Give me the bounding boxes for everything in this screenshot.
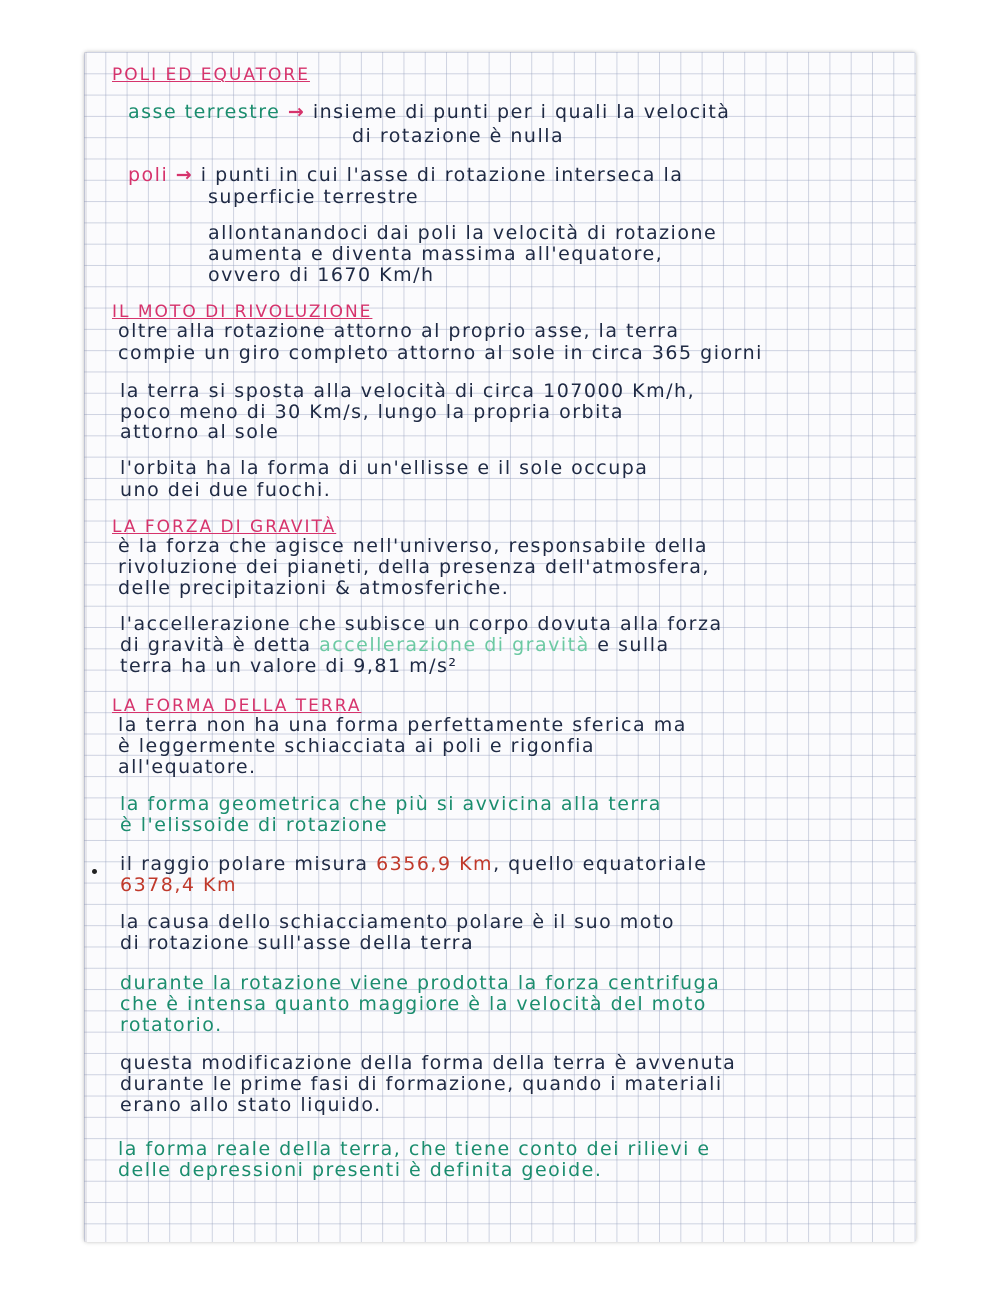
poli-label: poli: [128, 164, 169, 186]
gravita-p1-line-2: rivoluzione dei pianeti, della presenza dell'atmosfera,: [118, 556, 710, 578]
gravita-p1-line-1: è la forza che agisce nell'universo, responsabile della: [118, 535, 709, 557]
forma-p6-line-3: erano allo stato liquido.: [120, 1094, 382, 1116]
velocita-line-3: ovvero di 1670 Km/h: [208, 264, 435, 286]
gravita-p2-line-1: l'accellerazione che subisce un corpo dovuta alla forza: [120, 613, 723, 635]
velocita-line-1: allontanandoci dai poli la velocità di rotazione: [208, 222, 718, 244]
forma-p1-line-2: è leggermente schiacciata ai poli e rigonfia: [118, 735, 596, 757]
forma-p6-line-2: durante le prime fasi di formazione, quando i materiali: [120, 1073, 723, 1095]
asse-definition: insieme di punti per i quali la velocità: [312, 101, 731, 123]
section-title-gravita: LA FORZA DI GRAVITÀ: [112, 517, 337, 537]
section-title-poli: POLI ED EQUATORE: [112, 65, 310, 85]
asse-label: asse terrestre: [128, 101, 281, 123]
forma-p4-line-1: la causa dello schiacciamento polare è il suo moto: [120, 911, 675, 933]
forma-p5-line-2: che è intensa quanto maggiore è la velocità del moto: [120, 993, 707, 1015]
section-title-forma: LA FORMA DELLA TERRA: [112, 696, 362, 716]
rivoluzione-p1-line-2: compie un giro completo attorno al sole in circa 365 giorni: [118, 342, 763, 364]
raggio-equatoriale-text: , quello equatoriale: [493, 853, 708, 875]
forma-p6-line-1: questa modificazione della forma della terra è avvenuta: [120, 1052, 737, 1074]
forma-p1-line-1: la terra non ha una forma perfettamente sferica ma: [118, 714, 687, 736]
gravita-p2-text-end: e sulla: [597, 634, 670, 656]
gravita-p2-text: di gravità è detta: [120, 634, 312, 656]
gravita-p2-line-3: terra ha un valore di 9,81 m/s²: [120, 655, 458, 677]
poli-definition: i punti in cui l'asse di rotazione interseca la: [200, 164, 684, 186]
bullet-dot-icon: [92, 869, 97, 874]
rivoluzione-p3-line-1: l'orbita ha la forma di un'ellisse e il sole occupa: [120, 457, 649, 479]
rivoluzione-p2-line-3: attorno al sole: [120, 421, 280, 443]
poli-definition-cont: superficie terrestre: [208, 186, 420, 208]
rivoluzione-p3-line-2: uno dei due fuochi.: [120, 479, 332, 501]
forma-p3-line-1: [120, 853, 707, 875]
forma-p2-line-2: è l'elissoide di rotazione: [120, 814, 389, 836]
arrow-right-icon: →: [175, 164, 194, 186]
asse-definition-cont: di rotazione è nulla: [352, 125, 565, 147]
forma-p5-line-3: rotatorio.: [120, 1014, 223, 1036]
rivoluzione-p2-line-1: la terra si sposta alla velocità di circa 107000 Km/h,: [120, 380, 696, 402]
gravita-p2-line-2: [120, 634, 670, 656]
forma-p1-line-3: all'equatore.: [118, 756, 257, 778]
raggio-polare-value: 6356,9 Km: [376, 853, 494, 875]
arrow-right-icon: →: [287, 101, 306, 123]
raggio-equatoriale-value: 6378,4 Km: [120, 874, 237, 896]
asse-line: [128, 101, 730, 123]
raggio-polare-text: il raggio polare misura: [120, 853, 369, 875]
forma-p7-line-2: delle depressioni presenti è definita geoide.: [118, 1159, 603, 1181]
accellerazione-di-gravita-highlight: accellerazione di gravità: [319, 634, 590, 656]
rivoluzione-p2-line-2: poco meno di 30 Km/s, lungo la propria orbita: [120, 401, 624, 423]
poli-line: [128, 164, 683, 186]
rivoluzione-p1-line-1: oltre alla rotazione attorno al proprio asse, la terra: [118, 320, 680, 342]
section-title-rivoluzione: IL MOTO DI RIVOLUZIONE: [112, 302, 373, 322]
forma-p2-line-1: la forma geometrica che più si avvicina alla terra: [120, 793, 662, 815]
forma-p5-line-1: durante la rotazione viene prodotta la forza centrifuga: [120, 972, 721, 994]
forma-p7-line-1: la forma reale della terra, che tiene conto dei rilievi e: [118, 1138, 711, 1160]
gravita-p1-line-3: delle precipitazioni & atmosferiche.: [118, 577, 510, 599]
velocita-line-2: aumenta e diventa massima all'equatore,: [208, 243, 664, 265]
forma-p4-line-2: di rotazione sull'asse della terra: [120, 932, 475, 954]
